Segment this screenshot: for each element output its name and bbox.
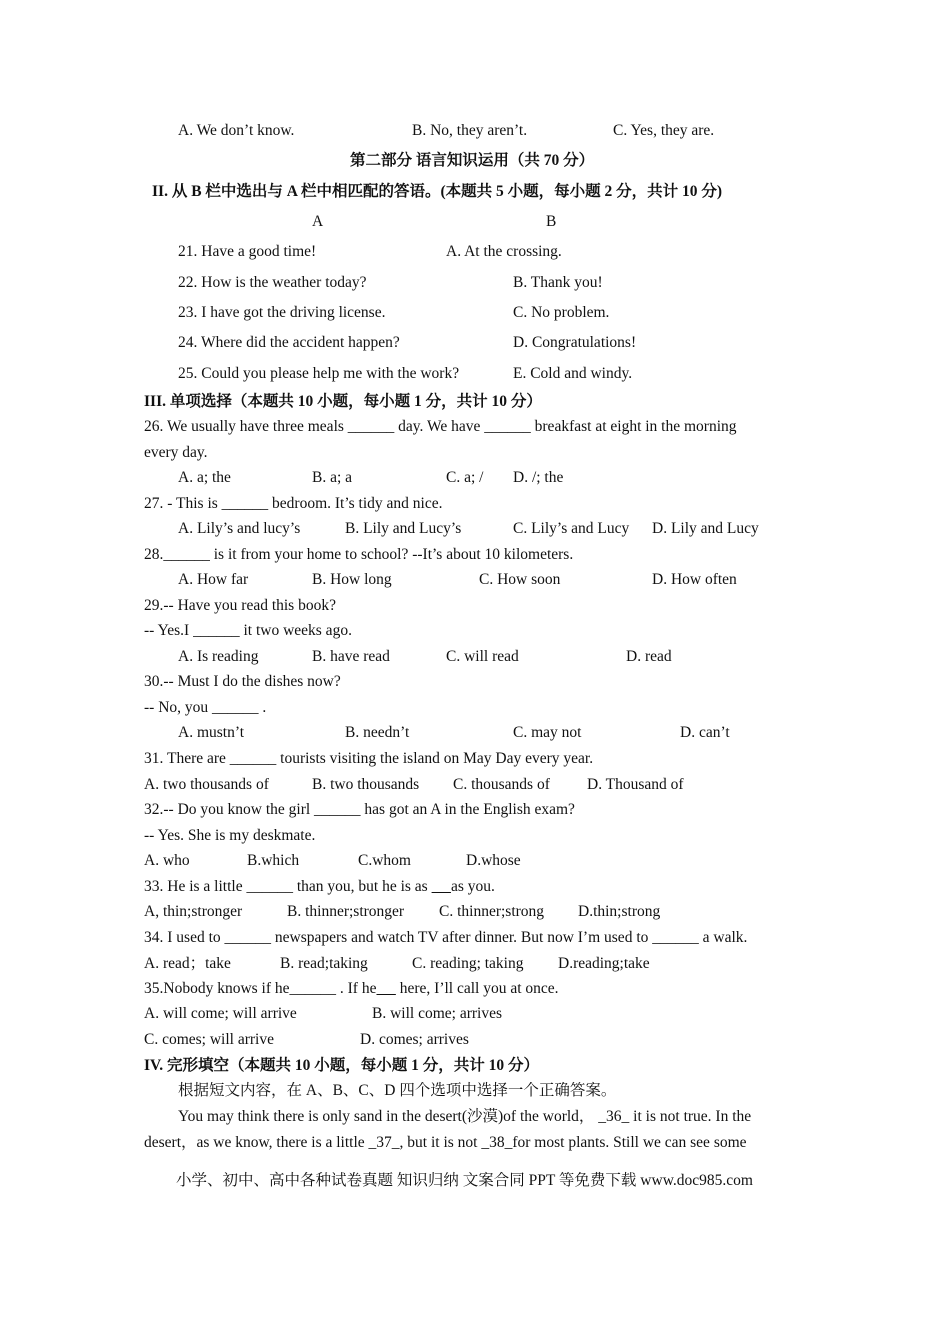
q30-stem-cont: -- No, you ______ . <box>144 699 267 716</box>
q27-option-b: B. Lily and Lucy’s <box>345 520 462 537</box>
section3-heading: III. 单项选择（本题共 10 小题，每小题 1 分，共计 10 分） <box>144 393 542 410</box>
q31-option-c: C. thousands of <box>453 776 550 793</box>
q29-option-d: D. read <box>626 648 672 665</box>
q30-option-d: D. can’t <box>680 724 730 741</box>
cloze-paragraph-line1: You may think there is only sand in the desert(沙漠)of the world， _36_ it is not true. In the <box>178 1108 752 1125</box>
q25-text: 25. Could you please help me with the work? <box>178 365 460 382</box>
q32-stem: 32.-- Do you know the girl ______ has got an A in the English exam? <box>144 801 575 818</box>
answer-c: C. No problem. <box>513 304 610 321</box>
q29-option-b: B. have read <box>312 648 390 665</box>
q28-option-a: A. How far <box>178 571 249 588</box>
q32-option-c: C.whom <box>358 852 411 869</box>
answer-a: A. At the crossing. <box>446 243 562 260</box>
q31-option-a: A. two thousands of <box>144 776 269 793</box>
q26-option-b: B. a; a <box>312 469 353 486</box>
q32-option-b: B.which <box>247 852 300 869</box>
q28-stem: 28.______ is it from your home to school? --It’s about 10 kilometers. <box>144 546 574 563</box>
cloze-paragraph-line2: desert，as we know, there is a little _37_, but it is not _38_for most plants. Still we can see some <box>144 1134 747 1151</box>
column-b-label: B <box>546 213 557 230</box>
q27-option-d: D. Lily and Lucy <box>652 520 759 537</box>
q34-stem: 34. I used to ______ newspapers and watch TV after dinner. But now I’m used to ______ a walk. <box>144 929 748 946</box>
q34-option-b: B. read;taking <box>280 955 368 972</box>
q33-option-d: D.thin;strong <box>578 903 661 920</box>
q29-stem-cont: -- Yes.I ______ it two weeks ago. <box>144 622 352 639</box>
q33-blank <box>432 878 451 895</box>
q33-option-c: C. thinner;strong <box>439 903 545 920</box>
q35-blank <box>376 980 395 997</box>
answer-e: E. Cold and windy. <box>513 365 633 382</box>
q26-stem: 26. We usually have three meals ______ day. We have ______ breakfast at eight in the morning <box>144 418 737 435</box>
q32-option-d: D.whose <box>466 852 521 869</box>
q35-stem: 35.Nobody knows if he______ . If he here, I’ll call you at once. <box>144 980 559 997</box>
q30-option-c: C. may not <box>513 724 582 741</box>
q20-option-a: A. We don’t know. <box>178 122 295 139</box>
q31-stem: 31. There are ______ tourists visiting the island on May Day every year. <box>144 750 594 767</box>
q28-option-c: C. How soon <box>479 571 561 588</box>
q30-stem: 30.-- Must I do the dishes now? <box>144 673 341 690</box>
q27-option-c: C. Lily’s and Lucy <box>513 520 630 537</box>
q33-option-a: A, thin;stronger <box>144 903 243 920</box>
q34-option-c: C. reading; taking <box>412 955 524 972</box>
q34-option-a: A. read；take <box>144 955 231 972</box>
q26-option-d: D. /; the <box>513 469 564 486</box>
section2-heading: II. 从 B 栏中选出与 A 栏中相匹配的答语。(本题共 5 小题，每小题 2 分，共计 10 分) <box>152 183 723 200</box>
q26-option-c: C. a; / <box>446 469 484 486</box>
q32-option-a: A. who <box>144 852 190 869</box>
q20-option-b: B. No, they aren’t. <box>412 122 528 139</box>
q29-option-a: A. Is reading <box>178 648 259 665</box>
q34-option-d: D.reading;take <box>558 955 650 972</box>
column-a-label: A <box>312 213 324 230</box>
q28-option-b: B. How long <box>312 571 392 588</box>
answer-d: D. Congratulations! <box>513 334 637 351</box>
q33-stem: 33. He is a little ______ than you, but he is as as you. <box>144 878 495 895</box>
q22-text: 22. How is the weather today? <box>178 274 367 291</box>
q35-option-c: C. comes; will arrive <box>144 1031 274 1048</box>
q20-option-c: C. Yes, they are. <box>613 122 715 139</box>
q21-text: 21. Have a good time! <box>178 243 317 260</box>
q26-stem-cont: every day. <box>144 444 208 461</box>
q35-option-b: B. will come; arrives <box>372 1005 502 1022</box>
part2-title: 第二部分 语言知识运用（共 70 分） <box>350 152 595 169</box>
q31-option-d: D. Thousand of <box>587 776 684 793</box>
q23-text: 23. I have got the driving license. <box>178 304 386 321</box>
q28-option-d: D. How often <box>652 571 737 588</box>
q35-option-d: D. comes; arrives <box>360 1031 469 1048</box>
q27-option-a: A. Lily’s and lucy’s <box>178 520 301 537</box>
section4-instruction: 根据短文内容，在 A、B、C、D 四个选项中选择一个正确答案。 <box>178 1082 617 1099</box>
q24-text: 24. Where did the accident happen? <box>178 334 400 351</box>
q30-option-a: A. mustn’t <box>178 724 245 741</box>
q27-stem: 27. - This is ______ bedroom. It’s tidy and nice. <box>144 495 443 512</box>
q32-stem-cont: -- Yes. She is my deskmate. <box>144 827 316 844</box>
q33-option-b: B. thinner;stronger <box>287 903 405 920</box>
q30-option-b: B. needn’t <box>345 724 410 741</box>
q35-option-a: A. will come; will arrive <box>144 1005 297 1022</box>
q29-option-c: C. will read <box>446 648 519 665</box>
section4-heading: IV. 完形填空（本题共 10 小题，每小题 1 分，共计 10 分） <box>144 1057 539 1074</box>
page-footer: 小学、初中、高中各种试卷真题 知识归纳 文案合同 PPT 等免费下载 www.doc985.com <box>176 1172 753 1189</box>
q26-option-a: A. a; the <box>178 469 231 486</box>
q31-option-b: B. two thousands <box>312 776 420 793</box>
answer-b: B. Thank you! <box>513 274 603 291</box>
q29-stem: 29.-- Have you read this book? <box>144 597 336 614</box>
